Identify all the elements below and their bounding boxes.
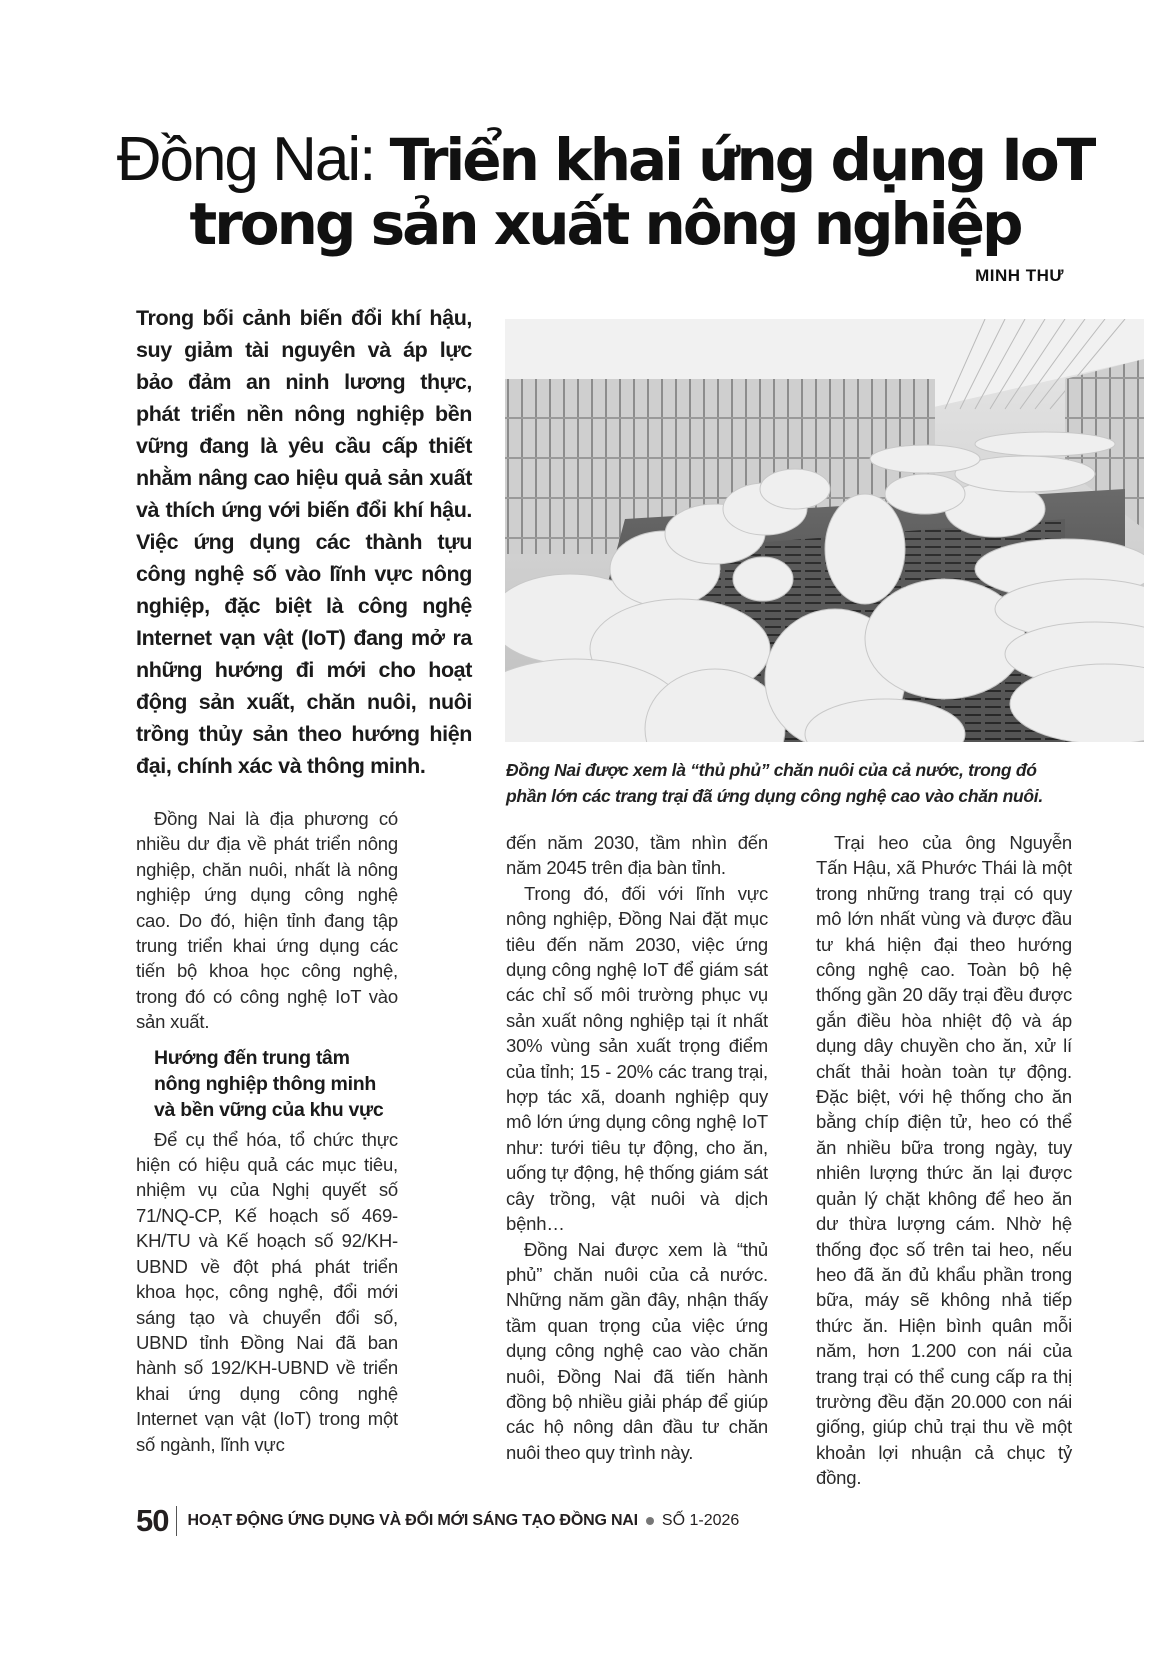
body-paragraph: Trong đó, đối với lĩnh vực nông nghiệp, Đồng Nai đặt mục tiêu đến năm 2030, việc ứng dụng công nghệ IoT để giám sát các chỉ số môi trường phục vụ sản xuất nông nghiệp tại ít nhất 30% vùng sản xuất trọng điểm của tỉnh; 15 - 20% các trang trại, hợp tác xã, doanh nghiệp quy mô lớn ứng dụng công nghệ IoT như: tưới tiêu tự động, cho ăn, uống tự động, hệ thống giám sát cây trồng, vật nuôi và dịch bệnh… xyxy=(506,882,768,1235)
column-1 xyxy=(136,806,398,1457)
article-title-line2: trong sản xuất nông nghiệp xyxy=(189,190,1021,258)
section-subheading: Hướng đến trung tâm nông nghiệp thông minh và bền vững của khu vực xyxy=(154,1046,384,1121)
body-paragraph: đến năm 2030, tầm nhìn đến năm 2045 trên địa bàn tỉnh. xyxy=(506,832,768,879)
column-3 xyxy=(816,830,1072,1491)
column-2 xyxy=(506,830,768,1465)
author-byline: MINH THƯ xyxy=(975,266,1064,285)
body-paragraph: Trại heo của ông Nguyễn Tấn Hậu, xã Phước Thái là một trong những trang trại có quy mô lớn nhất vùng và được đầu tư khá hiện đại theo hướng công nghệ cao. Toàn bộ hệ thống gần 20 dãy trại đều được gắn điều hòa nhiệt độ và áp dụng dây chuyền cho ăn, xử lí chất thải hoàn toàn tự động. Đặc biệt, với hệ thống cho ăn bằng chíp điện tử, heo có thể ăn nhiều bữa trong ngày, tuy nhiên lượng thức ăn lại được quản lý chặt không để heo ăn dư thừa lượng cám. Nhờ hệ thống đọc số trên tai heo, nếu heo đã ăn đủ khẩu phần trong bữa, máy sẽ không nhả tiếp thức ăn. Hiện bình quân mỗi năm, hơn 1.200 con nái của trang trại có thể cung cấp ra thị trường đều đặn 20.000 con nái giống, giúp chủ trại thu về một khoản lợi nhuận cả chục tỷ đồng. xyxy=(816,832,1072,1489)
title-prefix: Đồng Nai: xyxy=(116,125,375,194)
page-footer xyxy=(136,1503,739,1539)
body-paragraph: Đồng Nai được xem là “thủ phủ” chăn nuôi của cả nước. Những năm gần đây, nhận thấy tầm quan trọng của việc ứng dụng công nghệ cao vào chăn nuôi, Đồng Nai đã tiến hành đồng bộ nhiều giải pháp để giúp các hộ nông dân đầu tư chăn nuôi theo quy trình này. xyxy=(506,1238,768,1463)
pig-farm-photo-illustration xyxy=(505,319,1144,742)
body-paragraph: Đồng Nai là địa phương có nhiều dư địa về phát triển nông nghiệp, chăn nuôi, nhất là nông nghiệp ứng dụng công nghệ cao. Do đó, hiện tỉnh đang tập trung triển khai ứng dụng các tiến bộ khoa học công nghệ, trong đó có công nghệ IoT vào sản xuất. xyxy=(136,808,398,1033)
article-title-line1 xyxy=(100,125,1110,194)
pig-farm-photo xyxy=(505,319,1144,742)
bullet-dot-icon xyxy=(646,1517,654,1525)
footer-divider xyxy=(176,1506,177,1536)
publication-name: HOẠT ĐỘNG ỨNG DỤNG VÀ ĐỔI MỚI SÁNG TẠO ĐỒNG NAI xyxy=(187,1512,638,1529)
body-paragraph: Để cụ thể hóa, tổ chức thực hiện có hiệu quả các mục tiêu, nhiệm vụ của Nghị quyết số 71/NQ-CP, Kế hoạch số 469-KH/TU và Kế hoạch số 92/KH-UBND về đột phá phát triển khoa học, công nghệ, đổi mới sáng tạo và chuyển đổi số, UBND tỉnh Đồng Nai đã ban hành số 192/KH-UBND về triển khai ứng dụng công nghệ Internet vạn vật (IoT) trong một số ngành, lĩnh vực xyxy=(136,1128,398,1455)
photo-caption: Đồng Nai được xem là “thủ phủ” chăn nuôi của cả nước, trong đó phần lớn các trang trại đã ứng dụng công nghệ cao vào chăn nuôi. xyxy=(506,760,1043,806)
title-bold: Triển khai ứng dụng IoT xyxy=(389,126,1094,194)
lead-paragraph: Trong bối cảnh biến đổi khí hậu, suy giảm tài nguyên và áp lực bảo đảm an ninh lương thực, phát triển nền nông nghiệp bền vững đang là yêu cầu cấp thiết nhằm nâng cao hiệu quả sản xuất và thích ứng với biến đổi khí hậu. Việc ứng dụng các thành tựu công nghệ số vào lĩnh vực nông nghiệp, đặc biệt là công nghệ Internet vạn vật (IoT) đang mở ra những hướng đi mới cho hoạt động sản xuất, chăn nuôi, nuôi trồng thủy sản theo hướng hiện đại, chính xác và thông minh. xyxy=(136,306,472,778)
issue-number: SỐ 1-2026 xyxy=(661,1512,740,1529)
page-number: 50 xyxy=(136,1503,169,1538)
